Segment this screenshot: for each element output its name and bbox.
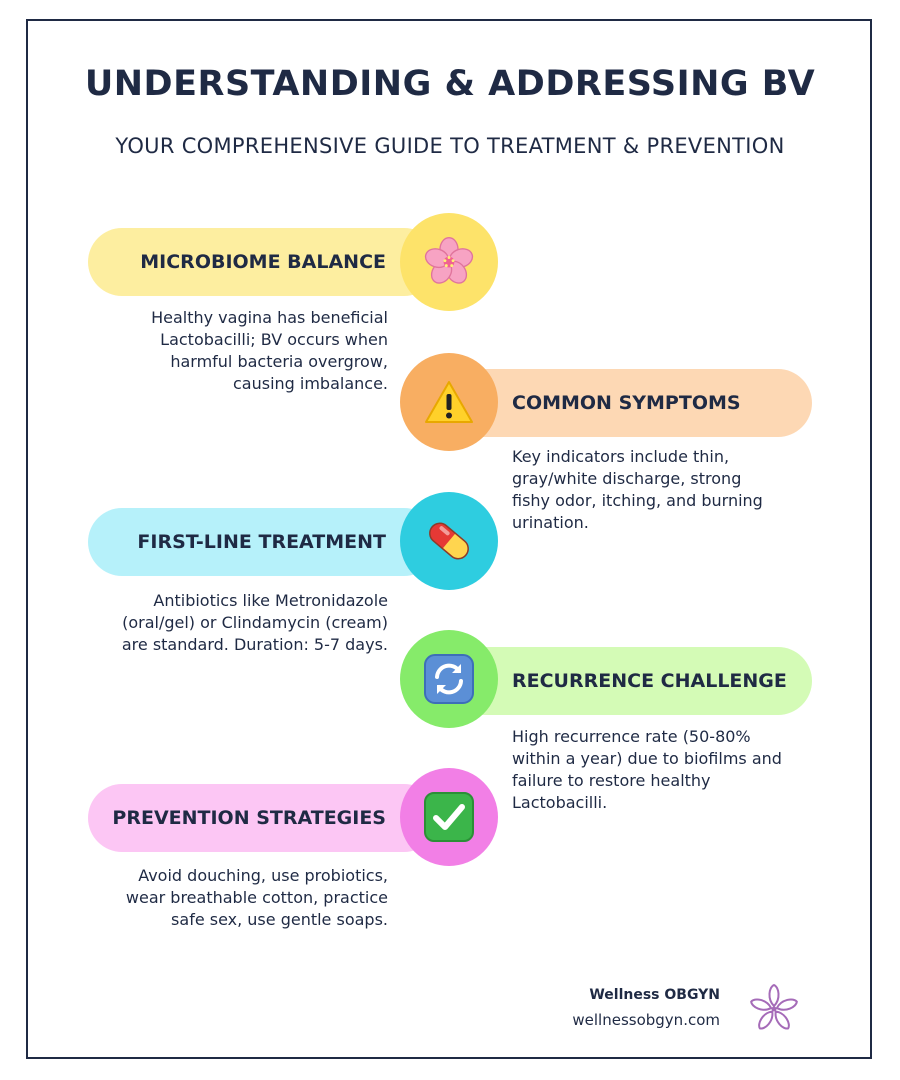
check-mark-icon [423,791,475,843]
section-symptoms-description: Key indicators include thin, gray/white discharge, strong fishy odor, itching, and burning urination. [512,447,763,532]
section-prevention-label: PREVENTION STRATEGIES [112,807,386,829]
section-symptoms-label: COMMON SYMPTOMS [512,392,741,414]
section-microbiome-pill [88,228,438,296]
section-recurrence-description: High recurrence rate (50-80% within a year) due to biofilms and failure to restore healthy Lactobacilli. [512,727,782,812]
section-microbiome-description: Healthy vagina has beneficial Lactobacilli; BV occurs when harmful bacteria overgrow, causing imbalance. [151,308,388,393]
section-recurrence-pill [450,647,812,715]
section-treatment-description: Antibiotics like Metronidazole (oral/gel) or Clindamycin (cream) are standard. Duration: 5-7 days. [121,591,388,654]
cherry-blossom-icon [422,235,476,289]
section-recurrence-label: RECURRENCE CHALLENGE [512,670,787,692]
footer-brand-name: Wellness OBGYN [589,987,720,1003]
footer-website-link[interactable]: wellnessobgyn.com [572,1011,720,1029]
flower-logo-icon [748,983,800,1035]
page-subtitle: YOUR COMPREHENSIVE GUIDE TO TREATMENT & PREVENTION [115,134,785,158]
section-microbiome-icon-circle [400,213,498,311]
section-microbiome-label: MICROBIOME BALANCE [140,251,386,273]
cycle-arrows-icon [423,653,475,705]
section-treatment-label: FIRST-LINE TREATMENT [137,531,386,553]
section-recurrence-icon-circle [400,630,498,728]
section-treatment-icon-circle [400,492,498,590]
warning-icon [423,379,475,425]
pill-icon [421,513,477,569]
section-prevention-pill [88,784,438,852]
section-treatment-pill [88,508,438,576]
section-prevention-description: Avoid douching, use probiotics, wear breathable cotton, practice safe sex, use gentle soaps. [125,866,388,929]
section-symptoms-pill [450,369,812,437]
page-title: UNDERSTANDING & ADDRESSING BV [84,64,816,104]
section-symptoms-icon-circle [400,353,498,451]
section-prevention-icon-circle [400,768,498,866]
